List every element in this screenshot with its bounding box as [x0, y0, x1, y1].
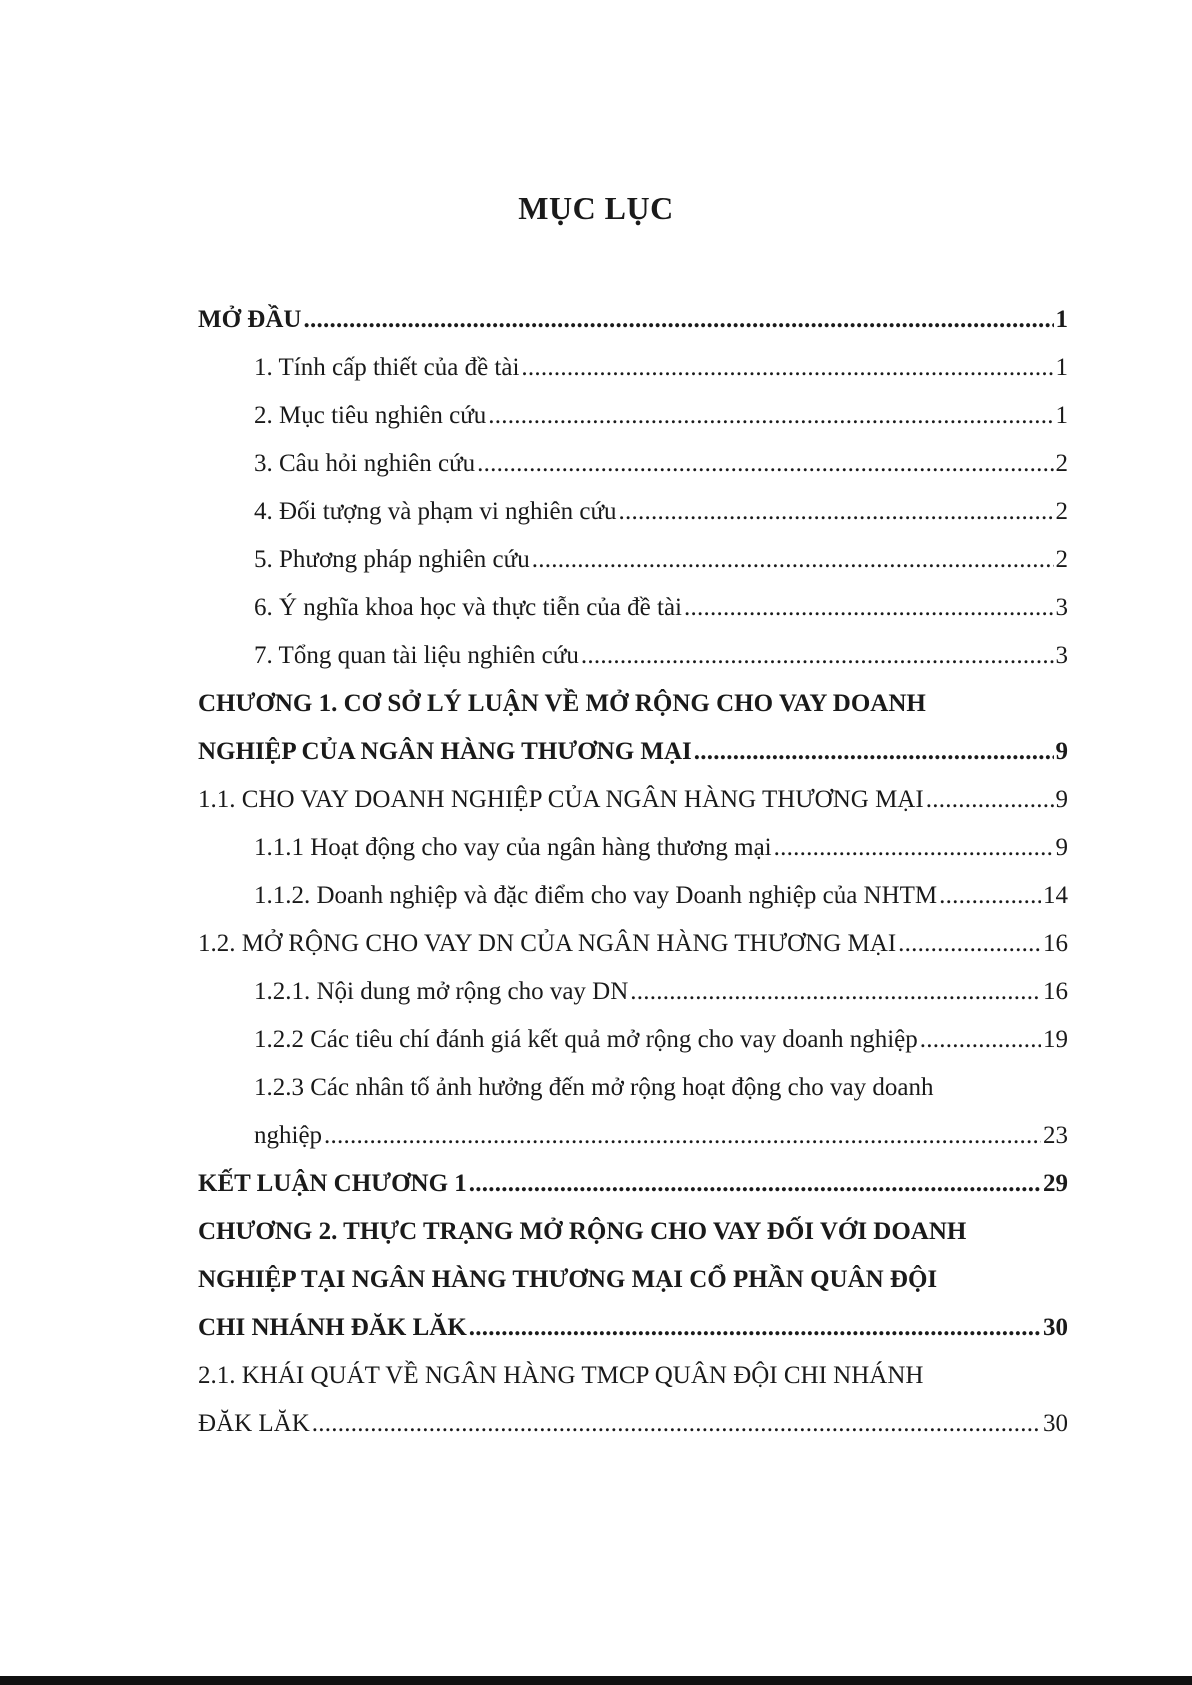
dot-leader [926, 776, 1054, 824]
toc-entry-title: 4. Đối tượng và phạm vi nghiên cứu [254, 498, 617, 525]
dot-leader [581, 632, 1054, 680]
dot-leader [469, 1304, 1041, 1352]
toc-entry-title: 1.1.2. Doanh nghiệp và đặc điểm cho vay Doanh nghiệp của NHTM [254, 882, 938, 909]
dot-leader [488, 392, 1053, 440]
toc-entry-title: 3. Câu hỏi nghiên cứu [254, 450, 476, 477]
toc-entry-text-line: 1.2.3 Các nhân tố ảnh hưởng đến mở rộng hoạt động cho vay doanh [254, 1074, 934, 1101]
table-of-contents [198, 296, 1068, 1448]
dot-leader [920, 1016, 1041, 1064]
toc-entry-title: 1.2. MỞ RỘNG CHO VAY DN CỦA NGÂN HÀNG THƯƠNG MẠI [198, 930, 897, 957]
toc-entry[interactable] [198, 584, 1068, 632]
toc-page-number: 3 [1055, 642, 1068, 669]
toc-entry-title: 1.1.1 Hoạt động cho vay của ngân hàng thương mại [254, 834, 772, 861]
toc-entry-title: 1.1. CHO VAY DOANH NGHIỆP CỦA NGÂN HÀNG THƯƠNG MẠI [198, 786, 924, 813]
dot-leader [694, 728, 1054, 776]
toc-entry-title: MỞ ĐẦU [198, 306, 302, 333]
toc-page-number: 16 [1043, 930, 1068, 957]
dot-leader [532, 536, 1054, 584]
toc-entry-text-line: CHƯƠNG 2. THỰC TRẠNG MỞ RỘNG CHO VAY ĐỐI VỚI DOANH [198, 1218, 967, 1245]
toc-page-number: 30 [1043, 1410, 1068, 1437]
toc-entry[interactable] [198, 536, 1068, 584]
toc-entry-title: 1.2.2 Các tiêu chí đánh giá kết quả mở rộng cho vay doanh nghiệp [254, 1026, 918, 1053]
toc-entry[interactable] [198, 1208, 1068, 1352]
toc-entry[interactable] [198, 344, 1068, 392]
toc-entry[interactable] [198, 296, 1068, 344]
toc-entry[interactable] [198, 680, 1068, 776]
toc-page-number: 30 [1043, 1314, 1068, 1341]
dot-leader [521, 344, 1053, 392]
toc-page-number: 23 [1043, 1122, 1068, 1149]
dot-leader [684, 584, 1054, 632]
toc-entry-title: CHI NHÁNH ĐĂK LĂK [198, 1314, 467, 1341]
toc-page-number: 1 [1055, 306, 1068, 333]
dot-leader [469, 1160, 1041, 1208]
toc-entry-text-line: NGHIỆP TẠI NGÂN HÀNG THƯƠNG MẠI CỔ PHẦN QUÂN ĐỘI [198, 1266, 938, 1293]
toc-entry-title: 6. Ý nghĩa khoa học và thực tiễn của đề tài [254, 594, 682, 621]
toc-entry-title: 7. Tổng quan tài liệu nghiên cứu [254, 642, 579, 669]
toc-page-number: 2 [1055, 546, 1068, 573]
toc-entry[interactable] [198, 1160, 1068, 1208]
toc-page-number: 3 [1055, 594, 1068, 621]
toc-page-number: 16 [1043, 978, 1068, 1005]
toc-page-number: 2 [1055, 450, 1068, 477]
dot-leader [630, 968, 1041, 1016]
toc-entry[interactable] [198, 1016, 1068, 1064]
toc-page-number: 9 [1055, 738, 1068, 765]
toc-entry-title: NGHIỆP CỦA NGÂN HÀNG THƯƠNG MẠI [198, 738, 692, 765]
page-title: MỤC LỤC [518, 190, 674, 226]
toc-entry[interactable] [198, 968, 1068, 1016]
toc-entry[interactable] [198, 440, 1068, 488]
toc-entry-text-line: 2.1. KHÁI QUÁT VỀ NGÂN HÀNG TMCP QUÂN ĐỘI CHI NHÁNH [198, 1362, 924, 1389]
toc-entry-title: ĐĂK LĂK [198, 1410, 310, 1437]
toc-entry[interactable] [198, 632, 1068, 680]
toc-page-number: 19 [1043, 1026, 1068, 1053]
toc-page-number: 2 [1055, 498, 1068, 525]
toc-entry-text-line: CHƯƠNG 1. CƠ SỞ LÝ LUẬN VỀ MỞ RỘNG CHO VAY DOANH [198, 690, 926, 717]
toc-entry[interactable] [198, 872, 1068, 920]
dot-leader [303, 296, 1053, 344]
toc-entry[interactable] [198, 776, 1068, 824]
dot-leader [774, 824, 1054, 872]
toc-entry[interactable] [198, 488, 1068, 536]
toc-entry[interactable] [198, 1064, 1068, 1160]
dot-leader [939, 872, 1041, 920]
toc-entry-title: 5. Phương pháp nghiên cứu [254, 546, 530, 573]
toc-entry-title: 2. Mục tiêu nghiên cứu [254, 402, 487, 429]
toc-page-number: 1 [1055, 354, 1068, 381]
toc-entry[interactable] [198, 1352, 1068, 1448]
toc-page-number: 9 [1055, 834, 1068, 861]
toc-entry[interactable] [198, 920, 1068, 968]
dot-leader [477, 440, 1053, 488]
toc-entry-title: KẾT LUẬN CHƯƠNG 1 [198, 1170, 467, 1197]
toc-entry-title: nghiệp [254, 1122, 323, 1149]
dot-leader [898, 920, 1041, 968]
toc-page-number: 1 [1055, 402, 1068, 429]
toc-entry-title: 1.2.1. Nội dung mở rộng cho vay DN [254, 978, 629, 1005]
toc-page-number: 29 [1043, 1170, 1068, 1197]
toc-page-number: 9 [1055, 786, 1068, 813]
toc-entry-title: 1. Tính cấp thiết của đề tài [254, 354, 520, 381]
dot-leader [312, 1400, 1041, 1448]
page-bottom-edge [0, 1676, 1192, 1685]
toc-entry[interactable] [198, 392, 1068, 440]
dot-leader [619, 488, 1054, 536]
dot-leader [324, 1112, 1041, 1160]
toc-entry[interactable] [198, 824, 1068, 872]
toc-page-number: 14 [1043, 882, 1068, 909]
